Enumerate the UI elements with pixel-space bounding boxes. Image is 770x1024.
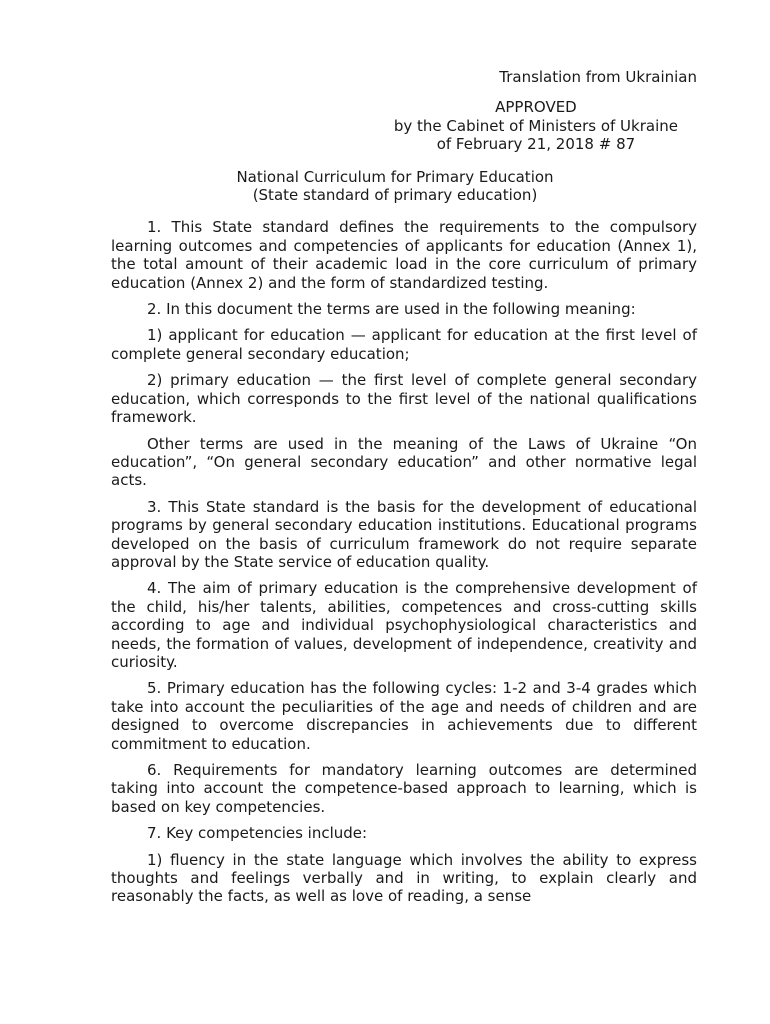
paragraph-6: 3. This State standard is the basis for the development of educational programs by general secondary education institutions. Educational programs developed on the basis of curriculum framework do not require separate approval by the State service of education quality.	[111, 497, 697, 571]
translation-note: Translation from Ukrainian	[499, 68, 697, 86]
paragraph-11: 1) fluency in the state language which involves the ability to express thoughts and feelings verbally and in writing, to explain clearly and reasonably the facts, as well as love of reading, a sense	[111, 850, 697, 906]
paragraph-2: 2. In this document the terms are used in the following meaning:	[147, 300, 636, 319]
paragraph-10: 7. Key competencies include:	[147, 824, 368, 843]
paragraph-3: 1) applicant for education — applicant for education at the first level of complete general secondary education;	[111, 326, 697, 363]
title-main: National Curriculum for Primary Education	[236, 167, 554, 186]
approved-date: of February 21, 2018 # 87	[436, 135, 636, 154]
title-sub: (State standard of primary education)	[252, 186, 538, 205]
paragraph-7: 4. The aim of primary education is the comprehensive development of the child, his/her talents, abilities, competences and cross-cutting skills according to age and individual psychophysiological characteristics and needs, the formation of values, development of independence, creativity and curiosity.	[111, 579, 697, 671]
approval-block	[394, 98, 678, 153]
approved-label: APPROVED	[495, 98, 577, 117]
paragraph-4: 2) primary education — the first level of complete general secondary education, which corresponds to the first level of the national qualifications framework.	[111, 371, 697, 427]
paragraph-9: 6. Requirements for mandatory learning outcomes are determined taking into account the competence-based approach to learning, which is based on key competencies.	[111, 761, 697, 816]
approved-by: by the Cabinet of Ministers of Ukraine	[393, 116, 678, 135]
paragraph-8: 5. Primary education has the following cycles: 1-2 and 3-4 grades which take into account the peculiarities of the age and needs of children and are designed to overcome discrepancies in achievements due to different commitment to education.	[111, 679, 697, 753]
paragraph-5: Other terms are used in the meaning of the Laws of Ukraine “On education”, “On general secondary education” and other normative legal acts.	[111, 434, 697, 490]
paragraph-1: 1. This State standard defines the requirements to the compulsory learning outcomes and competencies of applicants for education (Annex 1), the total amount of their academic load in the core curriculum of primary education (Annex 2) and the form of standardized testing.	[111, 218, 697, 292]
document-page	[111, 68, 697, 906]
document-title	[111, 168, 697, 205]
approval-section	[111, 98, 697, 153]
